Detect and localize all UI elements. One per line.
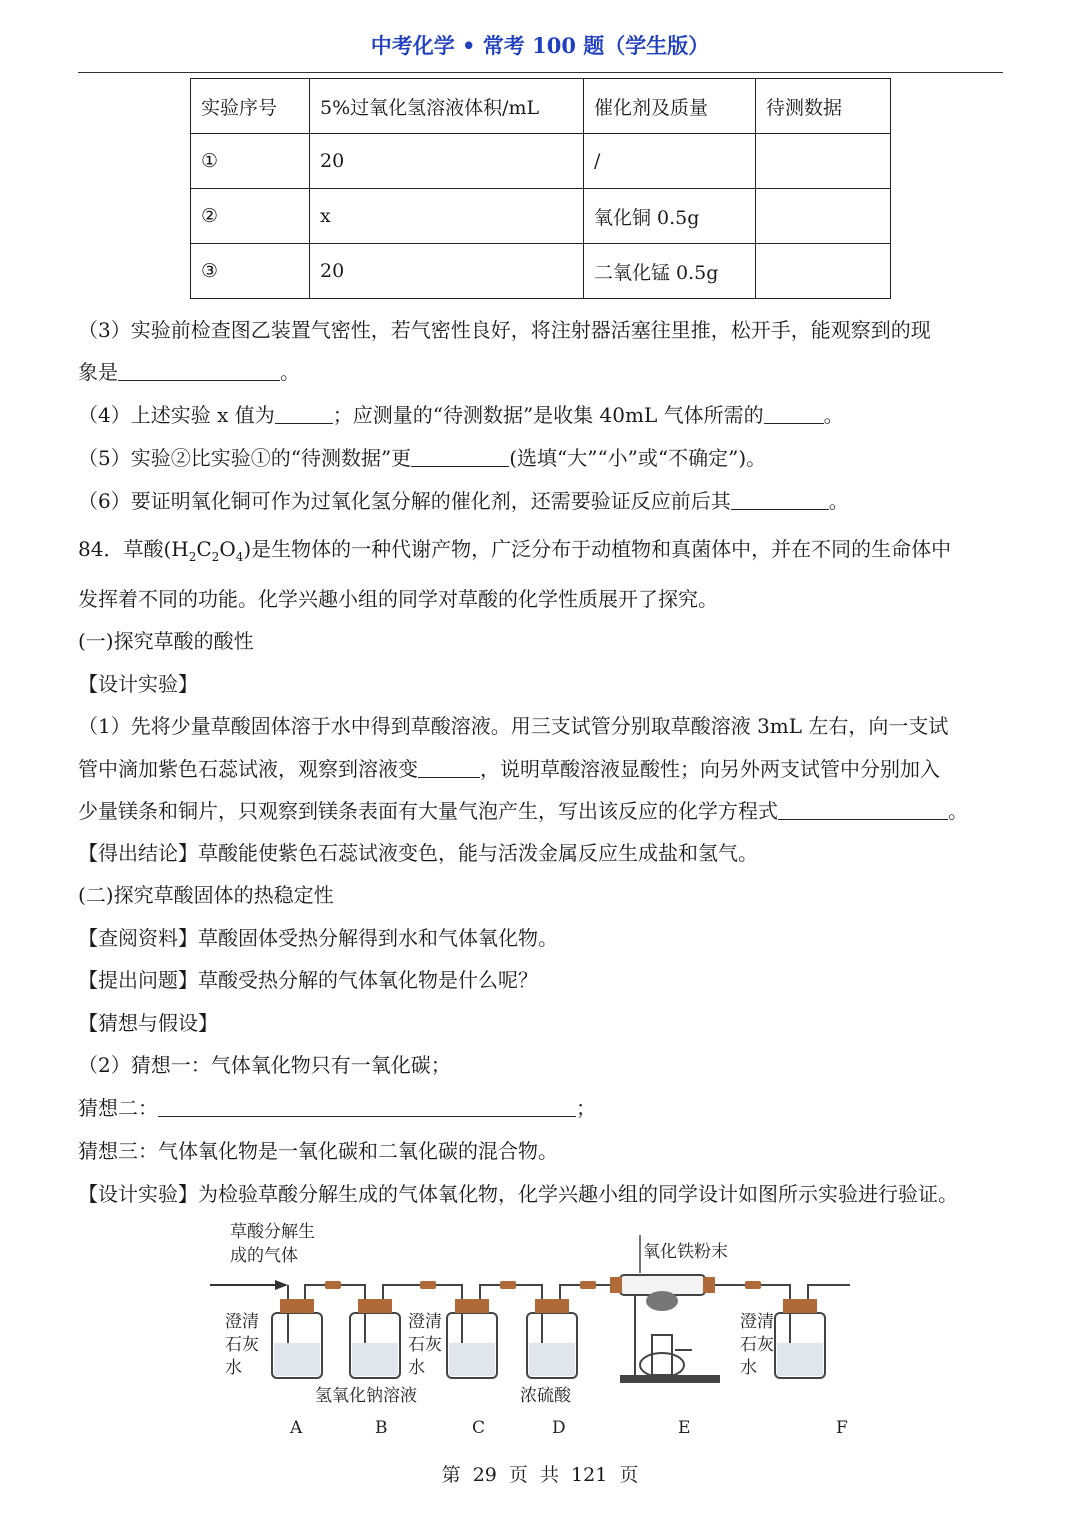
table-cell: [756, 134, 891, 189]
p84-line2: 发挥着不同的功能。化学兴趣小组的同学对草酸的化学性质展开了探究。: [78, 587, 718, 611]
design-two: 【设计实验】为检验草酸分解生成的气体氧化物，化学兴趣小组的同学设计如图所示实验进行验证。: [78, 1182, 958, 1206]
table-row: [191, 189, 891, 244]
q4-line: [78, 401, 844, 429]
formula-part: H: [171, 537, 189, 561]
guess-one: （2）猜想一：气体氧化物只有一氧化碳；: [78, 1053, 451, 1077]
footer-text: 页: [508, 1464, 528, 1486]
page-header: 中考化学 • 常考 100 题（学生版）: [370, 33, 710, 58]
guess-three: 猜想三：气体氧化物是一氧化碳和二氧化碳的混合物。: [78, 1139, 558, 1163]
footer-text: 页: [619, 1464, 639, 1486]
answer-blank[interactable]: [411, 446, 509, 467]
info-line: 【查阅资料】草酸固体受热分解得到水和气体氧化物。: [78, 926, 558, 950]
page-number: 29: [472, 1464, 497, 1486]
q3-line1: （3）实验前检查图乙装置气密性，若气密性良好，将注射器活塞往里推，松开手，能观察到的现: [78, 318, 931, 342]
bottle-f: [775, 1299, 825, 1378]
letter-f: F: [836, 1418, 848, 1438]
header-divider: [78, 72, 1003, 73]
q1-text2: ，说明草酸溶液显酸性；向另外两支试管中分别加入: [480, 757, 940, 781]
letter-a: A: [290, 1418, 303, 1438]
limewater-label-f: 澄清: [740, 1312, 774, 1332]
h2so4-label: 浓硫酸: [520, 1386, 571, 1406]
q4-text: （4）上述实验 x 值为: [78, 403, 275, 427]
q3-line2: [78, 358, 300, 386]
q1-text: 管中滴加紫色石蕊试液，观察到溶液变: [78, 757, 418, 781]
punct: 。: [280, 360, 300, 384]
table-header-row: [191, 79, 891, 134]
limewater-label-a: 石灰: [225, 1335, 259, 1355]
conclusion: 【得出结论】草酸能使紫色石蕊试液变色，能与活泼金属反应生成盐和氢气。: [78, 841, 758, 865]
formula-sub: 2: [211, 550, 220, 564]
letter-b: B: [375, 1418, 388, 1438]
answer-blank[interactable]: [778, 799, 948, 820]
guess-two-label: 猜想二：: [78, 1096, 158, 1120]
experiment-table: [190, 78, 891, 299]
punct: 。: [948, 799, 968, 823]
answer-blank[interactable]: [158, 1096, 576, 1117]
limewater-label-f: 水: [740, 1358, 757, 1378]
q1-text3: 少量镁条和铜片，只观察到镁条表面有大量气泡产生，写出该反应的化学方程式: [78, 799, 778, 823]
footer-text: 第: [441, 1464, 461, 1486]
limewater-label-a: 水: [225, 1358, 242, 1378]
letter-e: E: [678, 1418, 691, 1438]
formula-sub: 2: [188, 550, 197, 564]
table-row: [191, 244, 891, 299]
formula-sub: 4: [235, 550, 244, 564]
answer-blank[interactable]: [118, 360, 280, 381]
design-heading: 【设计实验】: [78, 672, 198, 696]
apparatus-diagram: [200, 1215, 880, 1445]
bottle-b: [350, 1299, 400, 1378]
answer-blank[interactable]: [418, 757, 480, 778]
q6-text: （6）要证明氧化铜可作为过氧化氢分解的催化剂，还需要验证反应前后其: [78, 489, 731, 513]
table-header-cell: 5%过氧化氢溶液体积/mL: [310, 79, 584, 134]
table-cell: 二氧化锰 0.5g: [584, 244, 756, 299]
guess-two: [78, 1094, 596, 1122]
limewater-label-c: 水: [408, 1358, 425, 1378]
letter-d: D: [552, 1418, 566, 1438]
gas-label: 成的气体: [230, 1246, 298, 1266]
fe2o3-label: 氧化铁粉末: [643, 1242, 728, 1262]
table-cell: 20: [310, 244, 584, 299]
answer-blank[interactable]: [764, 403, 824, 424]
p84-suffix: )是生物体的一种代谢产物，广泛分布于动植物和真菌体中，并在不同的生命体中: [243, 537, 952, 561]
p84-line1: [78, 535, 951, 571]
page-footer: [0, 1460, 1080, 1487]
q4-text2: ；应测量的“待测数据”是收集 40mL 气体所需的: [332, 403, 764, 427]
punct: ；: [576, 1096, 596, 1120]
q1-line3: [78, 797, 968, 825]
answer-blank[interactable]: [275, 403, 333, 424]
hypothesis-heading: 【猜想与假设】: [78, 1011, 218, 1035]
gas-label: 草酸分解生: [230, 1222, 315, 1242]
q6-line: [78, 487, 849, 515]
formula-part: O: [219, 537, 236, 561]
q1-line1: （1）先将少量草酸固体溶于水中得到草酸溶液。用三支试管分别取草酸溶液 3mL 左右，向一支试: [78, 714, 949, 738]
table-cell: ①: [191, 134, 310, 189]
bottle-d: [527, 1299, 577, 1378]
p84-prefix: 84．草酸(: [78, 537, 172, 561]
limewater-label-f: 石灰: [740, 1335, 774, 1355]
table-row: [191, 134, 891, 189]
table-cell: ②: [191, 189, 310, 244]
table-cell: 20: [310, 134, 584, 189]
page-total: 121: [571, 1464, 608, 1486]
question-line: 【提出问题】草酸受热分解的气体氧化物是什么呢？: [78, 968, 538, 992]
table-header-cell: 催化剂及质量: [584, 79, 756, 134]
q5-line: [78, 444, 766, 472]
table-cell: x: [310, 189, 584, 244]
table-header-cell: 实验序号: [191, 79, 310, 134]
punct: 。: [828, 489, 849, 513]
letter-c: C: [472, 1418, 486, 1438]
arrow-head: [275, 1280, 288, 1290]
footer-text: 共: [539, 1464, 559, 1486]
table-cell: [756, 244, 891, 299]
q5-text2: (选填“大”“小”或“不确定”)。: [509, 446, 767, 470]
q3-text: 象是: [78, 360, 118, 384]
section-one-title: (一)探究草酸的酸性: [78, 629, 254, 653]
punct: 。: [823, 403, 844, 427]
limewater-label-a: 澄清: [225, 1312, 259, 1332]
limewater-label-c: 澄清: [408, 1312, 442, 1332]
q5-text: （5）实验②比实验①的“待测数据”更: [78, 446, 412, 470]
table-cell: /: [584, 134, 756, 189]
table-cell: ③: [191, 244, 310, 299]
limewater-label-c: 石灰: [408, 1335, 442, 1355]
table-cell: 氧化铜 0.5g: [584, 189, 756, 244]
section-two-title: (二)探究草酸固体的热稳定性: [78, 883, 334, 907]
q1-line2: [78, 755, 940, 783]
table-cell: [756, 189, 891, 244]
formula-part: C: [196, 537, 212, 561]
oxalic-formula: [171, 537, 244, 564]
bottle-a: [272, 1299, 322, 1378]
bottle-c: [447, 1299, 497, 1378]
naoh-label: 氢氧化钠溶液: [315, 1386, 417, 1406]
table-header-cell: 待测数据: [756, 79, 891, 134]
answer-blank[interactable]: [731, 489, 829, 510]
